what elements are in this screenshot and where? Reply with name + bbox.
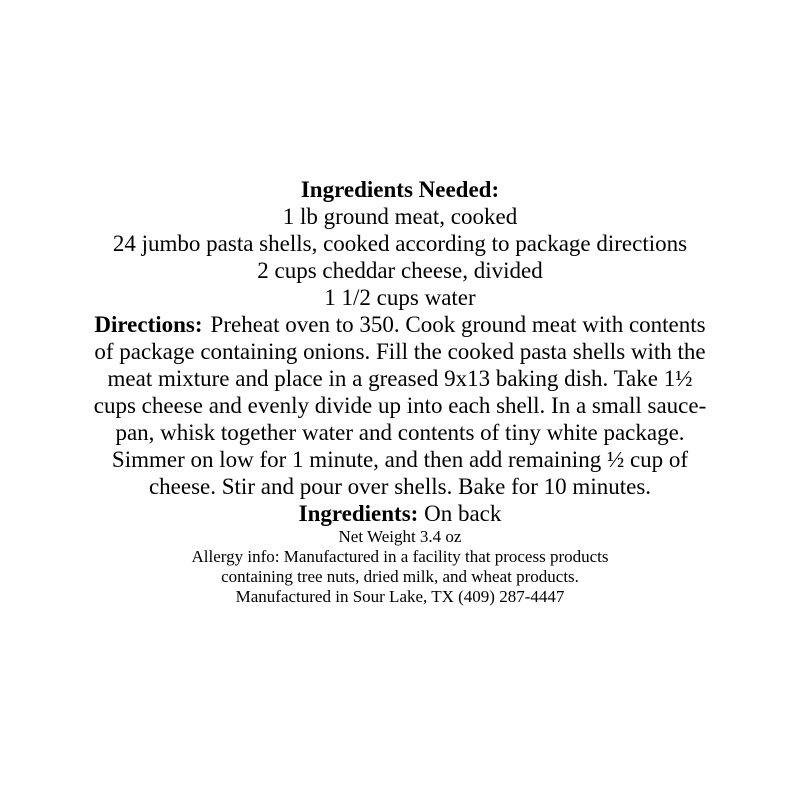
- directions-text-line: Simmer on low for 1 minute, and then add remaining ½ cup of: [111, 447, 689, 472]
- allergy-info-line: containing tree nuts, dried milk, and wheat products.: [221, 567, 579, 586]
- ingredients-line: [0, 500, 800, 527]
- manufacturer-info: Manufactured in Sour Lake, TX (409) 287-4447: [235, 587, 565, 606]
- ingredients-needed-heading: Ingredients Needed:: [300, 177, 500, 202]
- ingredients-value: On back: [424, 501, 502, 526]
- directions-text-line: cheese. Stir and pour over shells. Bake for 10 minutes.: [148, 474, 652, 499]
- ingredients-heading: Ingredients:: [298, 501, 419, 526]
- ingredients-needed-section: [0, 176, 800, 311]
- directions-heading: Directions:: [94, 312, 203, 337]
- ingredients-section: [0, 500, 800, 527]
- fine-print: [0, 527, 800, 607]
- net-weight: Net Weight 3.4 oz: [338, 527, 462, 546]
- directions-text-line: cups cheese and evenly divide up into each shell. In a small sauce-: [93, 393, 707, 418]
- ingredient-item: 2 cups cheddar cheese, divided: [257, 258, 543, 283]
- directions-section: [0, 311, 800, 500]
- directions-text-line: Preheat oven to 350. Cook ground meat with contents: [210, 312, 706, 337]
- product-label: [0, 176, 800, 607]
- directions-text-line: pan, whisk together water and contents of tiny white package.: [115, 420, 685, 445]
- ingredient-item: 1 lb ground meat, cooked: [282, 204, 518, 229]
- directions-text-line: meat mixture and place in a greased 9x13 baking dish. Take 1½: [107, 366, 693, 391]
- directions-text-line: of package containing onions. Fill the cooked pasta shells with the: [94, 339, 706, 364]
- ingredient-item: 24 jumbo pasta shells, cooked according to package directions: [112, 231, 688, 256]
- ingredient-item: 1 1/2 cups water: [324, 285, 476, 310]
- directions-first-line: [0, 311, 800, 338]
- allergy-info-line: Allergy info: Manufactured in a facility that process products: [191, 547, 609, 566]
